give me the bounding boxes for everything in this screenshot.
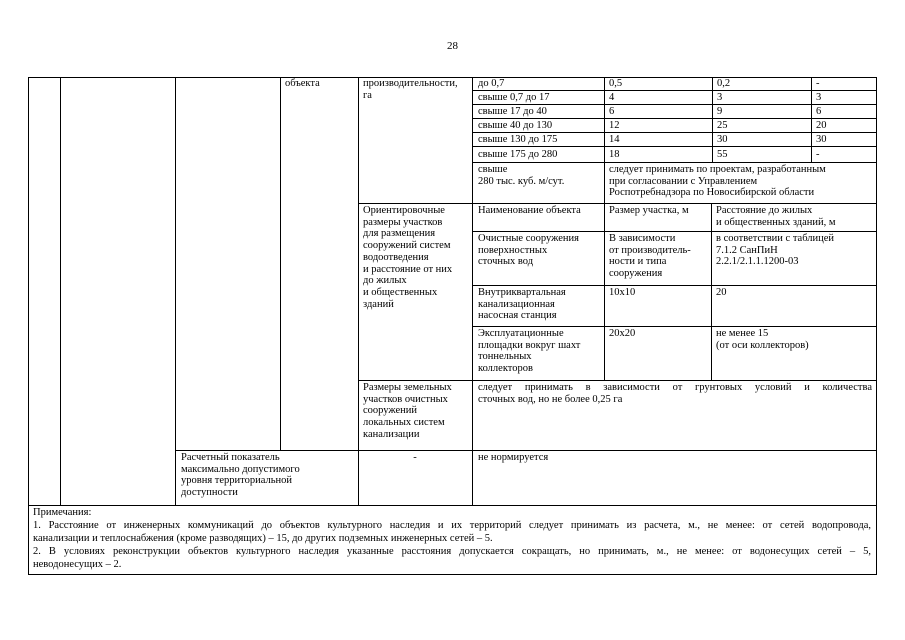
table-left-border (28, 77, 29, 575)
value-cell: 12 (609, 120, 620, 131)
value-cell: 3 (816, 92, 822, 103)
col-divider-4 (358, 77, 359, 506)
range-cell: свыше 130 до 175 (478, 134, 558, 145)
range-cell: свыше 0,7 до 17 (478, 92, 550, 103)
upper-row-line-5 (472, 146, 877, 147)
value-cell: 0,2 (717, 78, 731, 89)
land-value-line-2: сточных вод, но не более 0,25 га (478, 394, 623, 405)
range-cell: свыше 175 до 280 (478, 149, 558, 160)
sizes-row-line-1 (472, 231, 877, 232)
sizes-block-bottom (358, 380, 877, 381)
value-cell: - (816, 149, 820, 160)
table-body-bottom-border (28, 505, 877, 506)
value-cell: 3 (717, 92, 723, 103)
col-object-label: объекта (285, 78, 320, 89)
range-cell: до 0,7 (478, 78, 505, 89)
distance-cell: в соответствии с таблицей 7.1.2 СанПиН 2.2.1/2.1.1.1200-03 (716, 233, 835, 268)
value-cell: 9 (717, 106, 723, 117)
value-cell: 30 (717, 134, 728, 145)
page-number: 28 (447, 40, 458, 52)
upper-row-line-3 (472, 118, 877, 119)
header-distance: Расстояние до жилых и общественных зданий, м (716, 205, 836, 228)
value-cell: 14 (609, 134, 620, 145)
object-name-cell: Внутриквартальная канализационная насосная станция (478, 287, 566, 322)
upper-row-line-4 (472, 132, 877, 133)
col-divider-5 (472, 77, 473, 506)
sizes-divider-b (711, 203, 712, 380)
header-plot-size: Размер участка, м (609, 205, 689, 216)
range-cell: свыше 17 до 40 (478, 106, 547, 117)
plot-size-cell: 20x20 (609, 328, 636, 339)
value-cell: 55 (717, 149, 728, 160)
value-cell: 6 (816, 106, 822, 117)
distance-cell: не менее 15 (от оси коллекторов) (716, 328, 809, 351)
upper-row-line-6 (472, 162, 877, 163)
value-cell: 25 (717, 120, 728, 131)
value-cell: 30 (816, 134, 827, 145)
plot-size-cell: 10x10 (609, 287, 636, 298)
range-cell: свыше 40 до 130 (478, 120, 553, 131)
notes-title: Примечания: (33, 507, 92, 518)
col-divider-2 (175, 77, 176, 506)
access-label: Расчетный показатель максимально допустимого уровня территориальной доступности (181, 452, 300, 499)
access-value: - (413, 452, 417, 463)
value-cell: 0,5 (609, 78, 623, 89)
table-bottom-border (28, 574, 877, 575)
value-cell: 4 (609, 92, 615, 103)
access-row-top (175, 450, 877, 451)
upper-row-line-2 (472, 104, 877, 105)
value-cell: - (816, 78, 820, 89)
col-divider-1 (60, 77, 61, 506)
land-value-line-1: следует принимать в зависимости от грунтовых условий и количества (478, 382, 872, 393)
object-name-cell: Эксплуатационные площадки вокруг шахт тоннельных коллекторов (478, 328, 581, 375)
upper-divider-a (604, 77, 605, 203)
sizes-row-line-3 (472, 326, 877, 327)
note-1-line-2: канализации и теплоснабжения (кроме разводящих) – 15, до других подземных инженерных сетей – 5. (33, 533, 493, 544)
upper-block-bottom (358, 203, 877, 204)
header-object-name: Наименование объекта (478, 205, 581, 216)
plot-size-cell: В зависимости от производитель- ности и типа сооружения (609, 233, 691, 280)
object-name-cell: Очистные сооружения поверхностных сточных вод (478, 233, 579, 268)
value-cell: 6 (609, 106, 615, 117)
value-cell: 18 (609, 149, 620, 160)
sizes-divider-a (604, 203, 605, 380)
land-indicator: Размеры земельных участков очистных сооружений локальных систем канализации (363, 382, 452, 440)
sizes-row-line-2 (472, 285, 877, 286)
value-cell: 20 (816, 120, 827, 131)
access-note: не нормируется (478, 452, 549, 463)
upper-row-line-1 (472, 90, 877, 91)
note-2-line-1: 2. В условиях реконструкции объектов культурного наследия указанные расстояния допускается сокращать, но принимать, м., не менее: от водонесущих сетей – 5, (33, 546, 871, 557)
project-note: следует принимать по проектам, разработанным при согласовании с Управлением Роспотребнадзора по Новосибирской области (609, 164, 826, 199)
note-1-line-1: 1. Расстояние от инженерных коммуникаций до объектов культурного наследия и их территорий следует принимать из расчета, м., не менее: от сетей водопровода, (33, 520, 871, 531)
col-divider-3 (280, 77, 281, 451)
col-indicator-label: производительности, га (363, 78, 458, 101)
sizes-indicator: Ориентировочные размеры участков для размещения сооружений систем водоотведения и расстояние от них до жилых и общественных зданий (363, 205, 453, 310)
range-cell-large: свыше 280 тыс. куб. м/сут. (478, 164, 565, 187)
distance-cell: 20 (716, 287, 727, 298)
note-2-line-2: неводонесущих – 2. (33, 559, 122, 570)
